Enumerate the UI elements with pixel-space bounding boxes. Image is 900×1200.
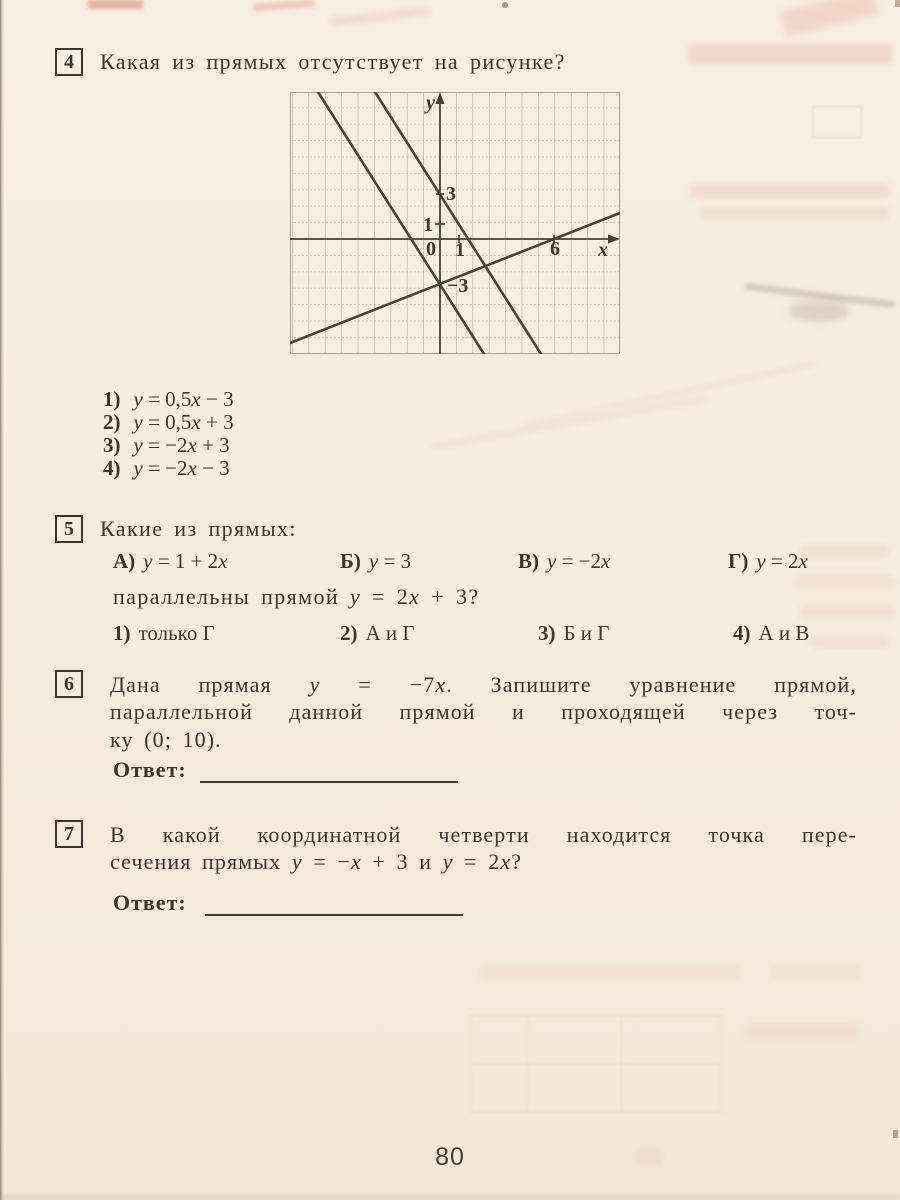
bleed-through-column xyxy=(800,605,895,618)
q5-answer-2-text: А и Г xyxy=(365,621,415,645)
q7-line-2: сечения прямых y = −x + 3 и y = 2x? xyxy=(110,849,523,875)
question-5-title: Какие из прямых: xyxy=(100,516,297,541)
bleed-through-box xyxy=(812,106,862,138)
question-6-number: 6 xyxy=(64,672,74,695)
bleed-through-line xyxy=(700,207,890,220)
q6-answer-blank xyxy=(200,781,458,783)
question-4-title: Какая из прямых отсутствует на рисунке? xyxy=(100,49,566,74)
y-axis-label: y xyxy=(426,92,435,114)
scan-smudge xyxy=(745,283,895,308)
graph-label-x1: 1 xyxy=(455,239,465,261)
q5-option-b xyxy=(340,549,411,574)
option-1 xyxy=(103,388,234,411)
question-7-number: 7 xyxy=(64,822,74,845)
q6-answer-label: Ответ: xyxy=(113,757,187,782)
option-1-number: 1) xyxy=(103,387,121,411)
graph-label-y3: 3 xyxy=(446,183,456,205)
q5-option-a xyxy=(113,549,228,574)
q5-answer-1-text: только Г xyxy=(138,621,215,645)
q5-answer-3-text: Б и Г xyxy=(563,621,610,645)
q5-option-v-label: В) xyxy=(518,549,539,573)
question-7-number-box xyxy=(55,820,83,848)
q5-option-g-label: Г) xyxy=(728,549,749,573)
scan-artifact-speck xyxy=(502,2,508,8)
scan-scratch xyxy=(432,396,709,450)
scan-edge-left xyxy=(0,0,4,1200)
q5-answer-4-text: А и В xyxy=(758,621,810,645)
coordinate-plane-figure xyxy=(290,92,620,354)
option-2 xyxy=(103,411,234,434)
q5-answer-1-number: 1) xyxy=(113,621,131,645)
q6-line-3: ку (0; 10). xyxy=(110,726,222,752)
bleed-through-line xyxy=(480,966,740,979)
q5-option-v-formula: y = −2x xyxy=(547,549,611,573)
scan-artifact-speck xyxy=(895,0,900,7)
q5-answer-2 xyxy=(340,621,415,646)
option-4 xyxy=(103,457,234,480)
bleed-through-line xyxy=(690,183,890,198)
bleed-through-column xyxy=(800,545,890,558)
graph-label-y-minus3: −3 xyxy=(447,275,469,297)
x-axis-label: x xyxy=(598,239,608,261)
q5-option-g-formula: y = 2x xyxy=(756,549,808,573)
scan-artifact-pink-streak xyxy=(253,0,315,11)
graph-label-origin: 0 xyxy=(426,238,436,260)
option-3 xyxy=(103,434,234,457)
graph-label-x6: 6 xyxy=(550,238,560,260)
question-4-options xyxy=(103,388,234,480)
q7-answer-label: Ответ: xyxy=(113,890,187,915)
option-3-formula: y = −2x + 3 xyxy=(133,433,230,457)
scan-artifact-pink-streak xyxy=(780,0,878,37)
page-number: 80 xyxy=(435,1143,465,1171)
q7-line-1: В какой координатной четверти находится точка пере- xyxy=(110,822,857,847)
option-2-number: 2) xyxy=(103,410,121,434)
bleed-through-table xyxy=(470,1015,722,1112)
q5-option-a-formula: y = 1 + 2x xyxy=(143,549,228,573)
bleed-through-heading xyxy=(688,44,893,64)
q5-answer-3-number: 3) xyxy=(538,621,556,645)
q6-line-2: параллельной данной прямой и проходящей через точ- xyxy=(110,699,857,725)
q5-answer-4-number: 4) xyxy=(733,621,751,645)
q6-line-1: Дана прямая y = −7x. Запишите уравнение прямой, xyxy=(110,672,857,697)
q5-answer-2-number: 2) xyxy=(340,621,358,645)
bleed-through-column xyxy=(795,575,895,588)
scan-artifact-pink-streak xyxy=(330,7,430,26)
question-4-number: 4 xyxy=(64,50,74,73)
scan-smudge xyxy=(788,300,850,322)
scan-edge-bottom xyxy=(0,1195,900,1200)
q5-option-b-formula: y = 3 xyxy=(368,549,412,573)
question-6-text xyxy=(110,671,857,753)
question-7-text xyxy=(110,821,857,876)
question-4-number-box xyxy=(55,48,83,76)
scan-artifact-speck xyxy=(893,1130,898,1138)
question-5-number-box xyxy=(55,515,83,543)
q5-question-line: параллельны прямой y = 2x + 3? xyxy=(113,584,480,609)
q5-option-a-label: А) xyxy=(113,549,136,573)
question-6-number-box xyxy=(55,670,83,698)
scan-scratch xyxy=(523,361,817,428)
option-4-formula: y = −2x − 3 xyxy=(133,456,230,480)
q5-option-g xyxy=(728,549,808,574)
option-1-formula: y = 0,5x − 3 xyxy=(133,387,234,411)
q5-option-v xyxy=(518,549,610,574)
bleed-through-answer xyxy=(745,1024,860,1039)
bleed-through-line xyxy=(770,966,860,979)
q5-answer-3 xyxy=(538,621,609,646)
question-5-number: 5 xyxy=(64,517,74,540)
option-4-number: 4) xyxy=(103,456,121,480)
q5-answer-1 xyxy=(113,621,215,646)
q7-answer-blank xyxy=(205,914,463,916)
q5-answer-4 xyxy=(733,621,809,646)
bleed-through-column xyxy=(810,635,890,648)
q5-option-b-label: Б) xyxy=(340,549,361,573)
option-2-formula: y = 0,5x + 3 xyxy=(133,410,234,434)
option-3-number: 3) xyxy=(103,433,121,457)
scan-artifact-red-patch xyxy=(88,0,143,9)
graph-label-y1: 1 xyxy=(423,214,433,236)
